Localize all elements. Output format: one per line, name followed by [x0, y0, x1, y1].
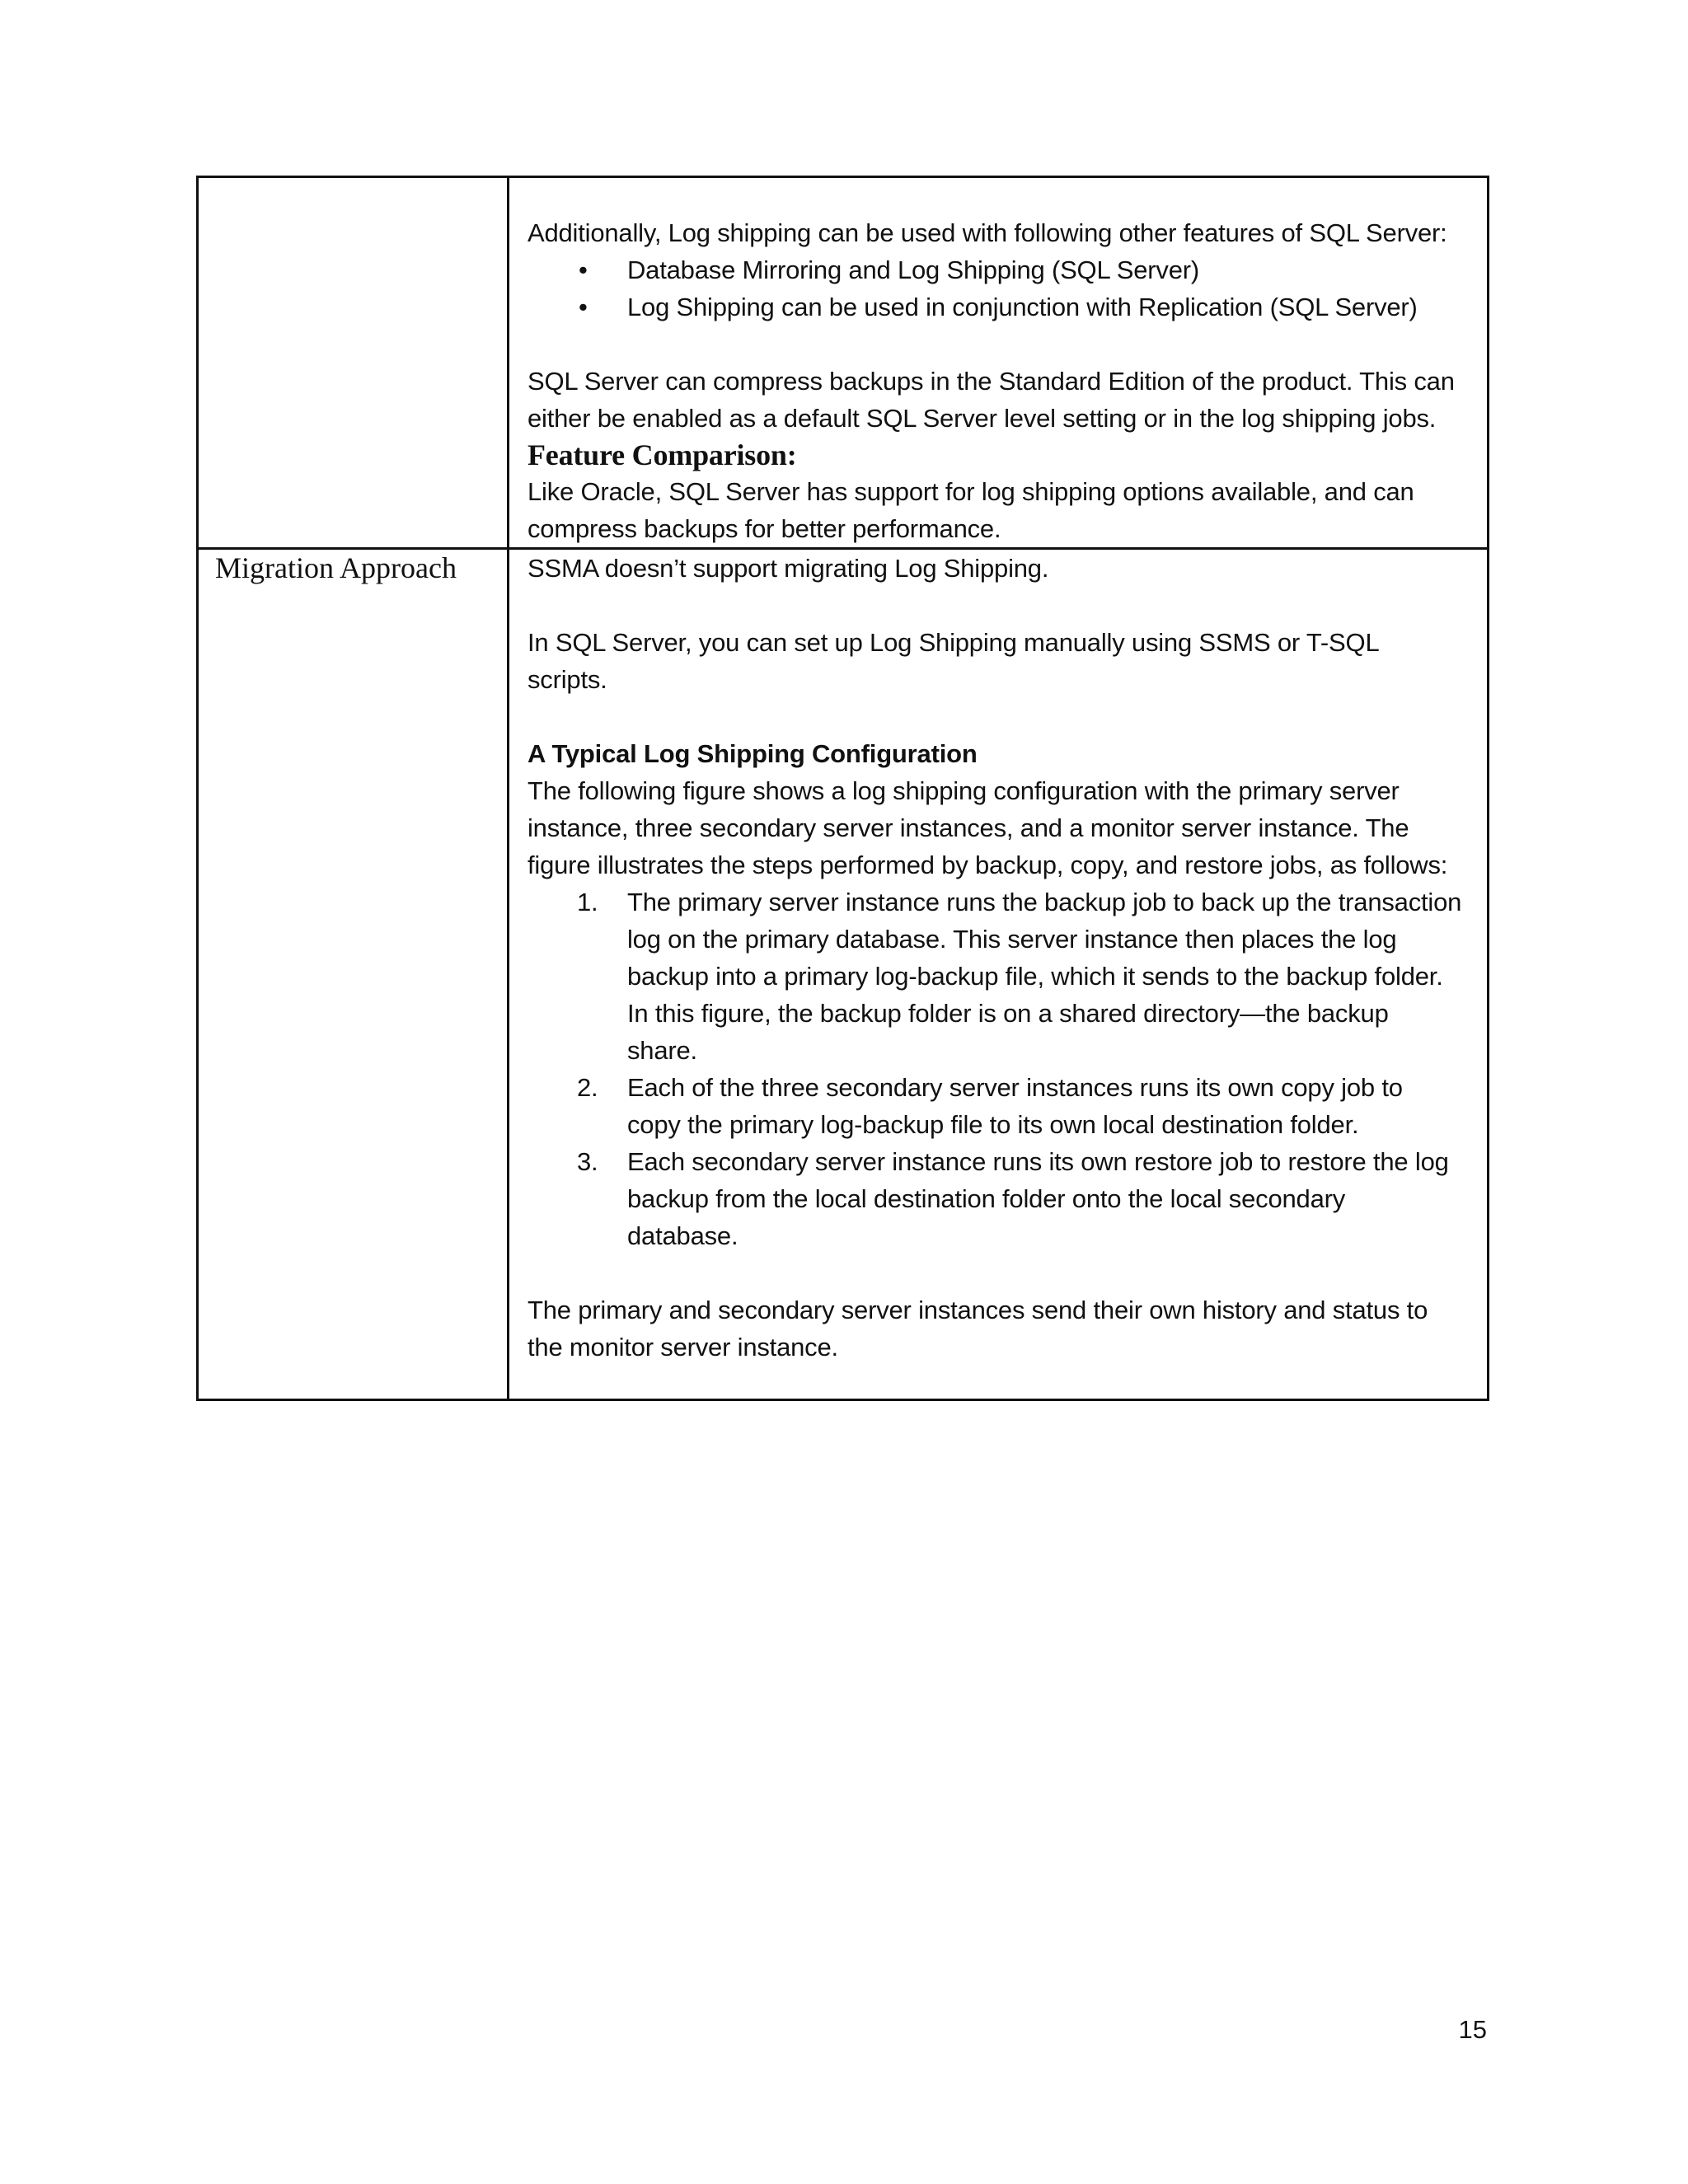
manual-setup-paragraph: In SQL Server, you can set up Log Shipping manually using SSMS or T-SQL scripts. — [528, 628, 1379, 694]
row1-content-cell — [509, 177, 1489, 549]
bullet-text: Log Shipping can be used in conjunction with Replication (SQL Server) — [627, 293, 1418, 321]
features-intro: Additionally, Log shipping can be used with following other features of SQL Server: — [528, 218, 1447, 247]
step-number: 3. — [577, 1147, 598, 1176]
step-item — [528, 1143, 1462, 1254]
table-row-log-shipping-features — [198, 177, 1489, 549]
step-number: 2. — [577, 1073, 598, 1102]
step-text: Each of the three secondary server instances runs its own copy job to copy the primary log-backup file to its own local destination folder. — [627, 1073, 1403, 1139]
migration-approach-label: Migration Approach — [215, 551, 457, 584]
bullet-item — [528, 288, 1462, 326]
features-bullet-list — [528, 251, 1462, 326]
row2-label-cell — [198, 549, 509, 1400]
feature-comparison-heading: Feature Comparison: — [528, 438, 797, 471]
table-row-migration-approach — [198, 549, 1489, 1400]
comparison-table — [196, 176, 1489, 1401]
closing-paragraph: The primary and secondary server instances send their own history and status to the monitor server instance. — [528, 1296, 1428, 1361]
step-item — [528, 1069, 1462, 1143]
config-intro-paragraph: The following figure shows a log shipping configuration with the primary server instance, three secondary server instances, and a monitor server instance. The figure illustrates the steps performed by backup, copy, and restore jobs, as follows: — [528, 776, 1448, 879]
bullet-item — [528, 251, 1462, 288]
row2-content-cell — [509, 549, 1489, 1400]
feature-comparison-text: Like Oracle, SQL Server has support for log shipping options available, and can compress backups for better performance. — [528, 477, 1414, 543]
page-number: 15 — [1458, 2015, 1487, 2044]
bullet-dot-icon: • — [579, 255, 588, 284]
row1-label-cell — [198, 177, 509, 549]
step-item — [528, 883, 1462, 1069]
config-steps-list — [528, 883, 1462, 1254]
step-text: The primary server instance runs the backup job to back up the transaction log on the primary database. This server instance then places the log backup into a primary log-backup file, which it sends to the backup folder. In this figure, the backup folder is on a shared directory—the backup share. — [627, 888, 1462, 1065]
bullet-dot-icon: • — [579, 293, 588, 321]
step-number: 1. — [577, 888, 598, 916]
bullet-text: Database Mirroring and Log Shipping (SQL Server) — [627, 255, 1200, 284]
config-heading: A Typical Log Shipping Configuration — [528, 739, 978, 768]
step-text: Each secondary server instance runs its own restore job to restore the log backup from the local destination folder onto the local secondary database. — [627, 1147, 1449, 1250]
compression-paragraph: SQL Server can compress backups in the Standard Edition of the product. This can either be enabled as a default SQL Server level setting or in the log shipping jobs. — [528, 367, 1455, 433]
ssma-paragraph: SSMA doesn’t support migrating Log Shipping. — [528, 554, 1049, 583]
